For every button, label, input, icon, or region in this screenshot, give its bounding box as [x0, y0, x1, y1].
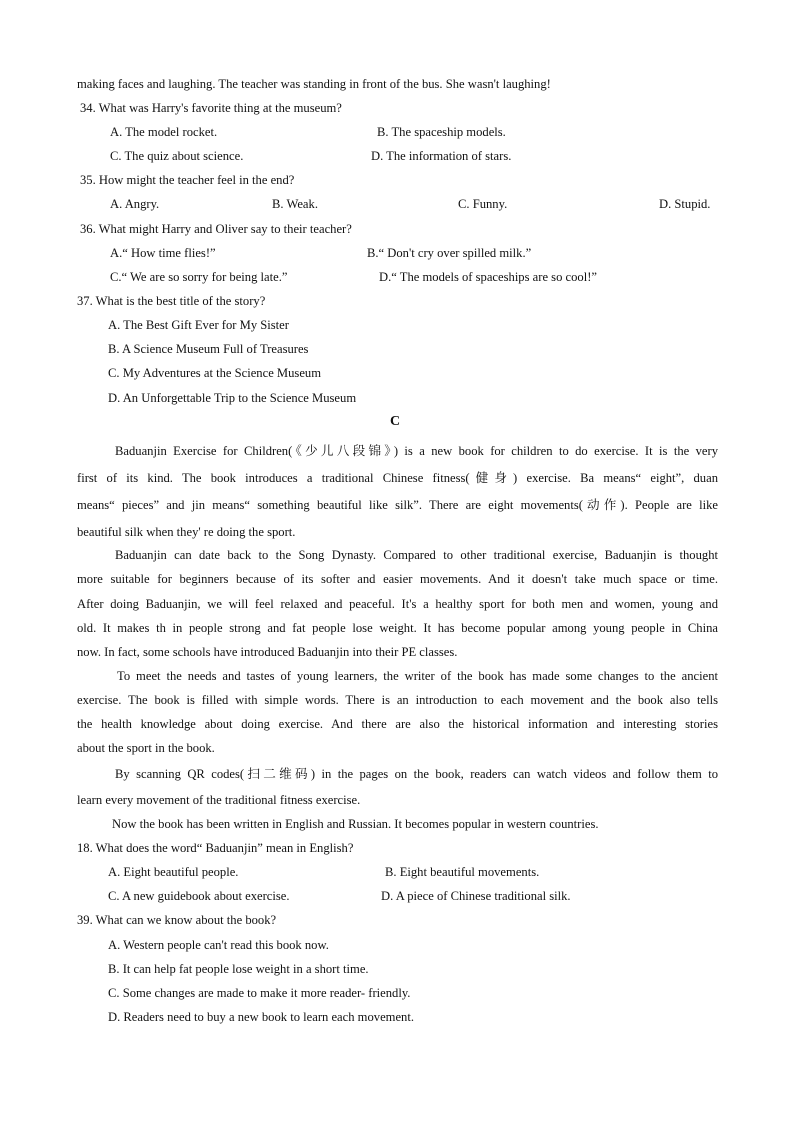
question-36-option-c: C.“ We are so sorry for being late.”	[110, 270, 288, 284]
question-35-option-c: C. Funny.	[458, 197, 508, 211]
question-38-option-d: D. A piece of Chinese traditional silk.	[381, 889, 571, 903]
question-39-option-c: C. Some changes are made to make it more reader- friendly.	[108, 986, 411, 1000]
question-38-option-c: C. A new guidebook about exercise.	[108, 889, 290, 903]
passage-p1-line-3: means“ pieces” and jin means“ something beautiful like silk”. There are eight movements(动作). People are like	[77, 498, 718, 512]
question-37-option-b: B. A Science Museum Full of Treasures	[108, 342, 309, 356]
passage-p3-line-2: exercise. The book is filled with simple words. There is an introduction to each movement and the book also tells	[77, 693, 718, 707]
passage-p2-line-4: old. It makes th in people strong and fat people lose weight. It has become popular among young people in China	[77, 621, 718, 635]
question-35-option-d: D. Stupid.	[659, 197, 711, 211]
question-37-option-d: D. An Unforgettable Trip to the Science Museum	[108, 391, 357, 405]
question-34-option-d: D. The information of stars.	[371, 149, 512, 163]
question-35-option-a: A. Angry.	[110, 197, 160, 211]
story-ending-line: making faces and laughing. The teacher was standing in front of the bus. She wasn't laughing!	[77, 77, 551, 91]
passage-p1-line-2: first of its kind. The book introduces a traditional Chinese fitness(健身) exercise. Ba means“ eight”, duan	[77, 471, 718, 485]
question-38-option-a: A. Eight beautiful people.	[108, 865, 239, 879]
question-34-option-a: A. The model rocket.	[110, 125, 218, 139]
question-38-stem: 18. What does the word“ Baduanjin” mean in English?	[77, 841, 354, 855]
passage-p1-line-4: beautiful silk when they' re doing the sport.	[77, 525, 296, 539]
passage-p3-line-3: the health knowledge about doing exercise. And there are also the historical information and interesting stories	[77, 717, 718, 731]
question-36-option-d: D.“ The models of spaceships are so cool!”	[379, 270, 597, 284]
question-39-option-b: B. It can help fat people lose weight in a short time.	[108, 962, 369, 976]
passage-p4-line-1: By scanning QR codes(扫二维码) in the pages on the book, readers can watch videos and follow them to	[115, 767, 718, 781]
passage-p2-line-2: more suitable for beginners because of its softer and easier movements. And it doesn't take much space or time.	[77, 572, 718, 586]
question-39-option-a: A. Western people can't read this book now.	[108, 938, 329, 952]
passage-p2-line-3: After doing Baduanjin, we will feel relaxed and peaceful. It's a healthy sport for both men and women, young and	[77, 597, 718, 611]
passage-p5: Now the book has been written in English and Russian. It becomes popular in western countries.	[112, 817, 599, 831]
question-39-option-d: D. Readers need to buy a new book to learn each movement.	[108, 1010, 414, 1024]
question-37-stem: 37. What is the best title of the story?	[77, 294, 266, 308]
question-34-option-c: C. The quiz about science.	[110, 149, 244, 163]
question-34-stem: 34. What was Harry's favorite thing at the museum?	[80, 101, 342, 115]
question-35-option-b: B. Weak.	[272, 197, 318, 211]
question-39-stem: 39. What can we know about the book?	[77, 913, 277, 927]
passage-p3-line-4: about the sport in the book.	[77, 741, 215, 755]
passage-p3-line-1: To meet the needs and tastes of young learners, the writer of the book has made some changes to the ancient	[117, 669, 718, 683]
question-36-option-b: B.“ Don't cry over spilled milk.”	[367, 246, 532, 260]
passage-p2-line-1: Baduanjin can date back to the Song Dynasty. Compared to other traditional exercise, Baduanjin is thought	[115, 548, 718, 562]
question-38-option-b: B. Eight beautiful movements.	[385, 865, 540, 879]
passage-p1-line-1: Baduanjin Exercise for Children(《少儿八段锦》) is a new book for children to do exercise. It is the very	[115, 444, 718, 458]
question-37-option-a: A. The Best Gift Ever for My Sister	[108, 318, 289, 332]
question-34-option-b: B. The spaceship models.	[377, 125, 506, 139]
passage-p2-line-5: now. In fact, some schools have introduced Baduanjin into their PE classes.	[77, 645, 458, 659]
question-36-option-a: A.“ How time flies!”	[110, 246, 216, 260]
question-36-stem: 36. What might Harry and Oliver say to their teacher?	[80, 222, 352, 236]
question-35-stem: 35. How might the teacher feel in the end?	[80, 173, 295, 187]
question-37-option-c: C. My Adventures at the Science Museum	[108, 366, 322, 380]
section-title: C	[390, 414, 401, 429]
passage-p4-line-2: learn every movement of the traditional fitness exercise.	[77, 793, 361, 807]
